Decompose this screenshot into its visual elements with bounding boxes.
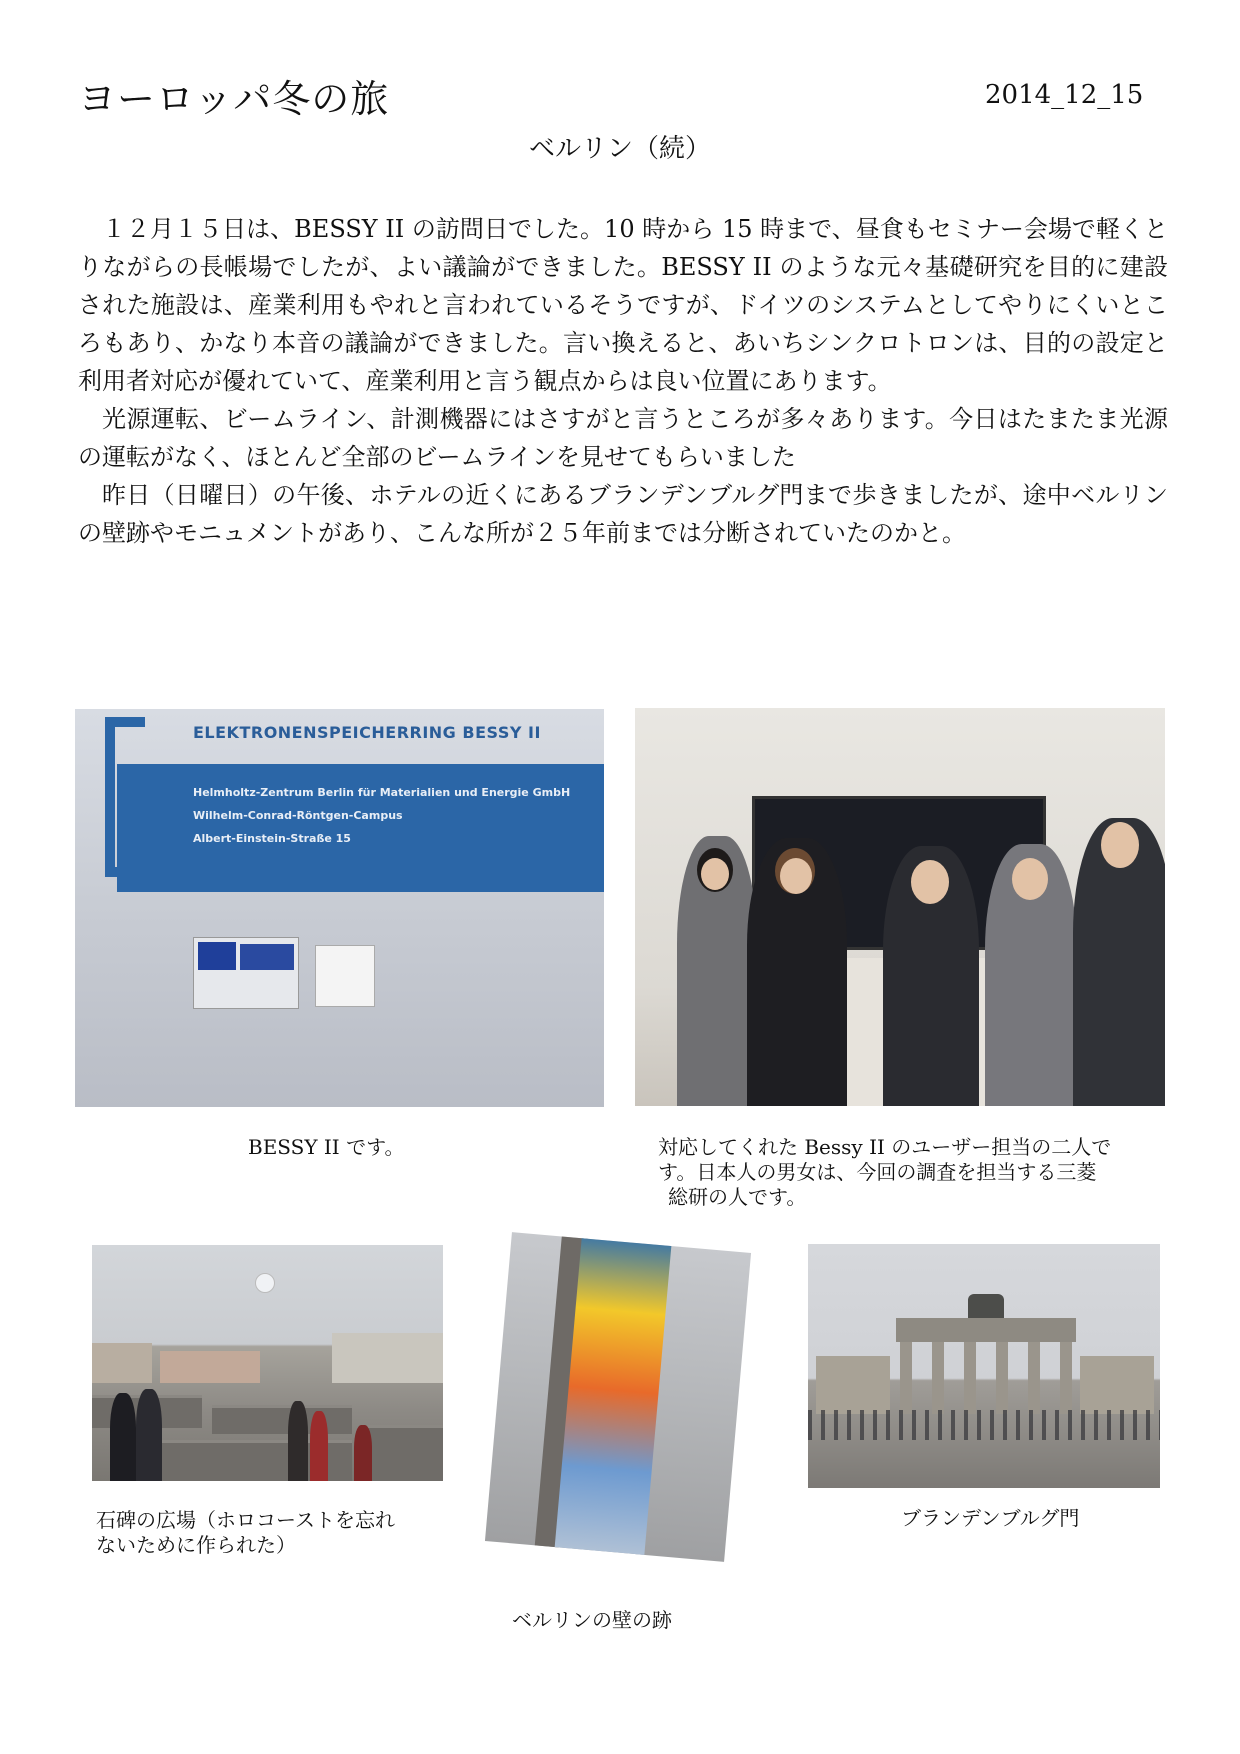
balloon-icon — [255, 1273, 275, 1293]
sign-panel — [117, 764, 604, 892]
photo-group — [635, 708, 1165, 1106]
paragraph: １２月１５日は、BESSY II の訪問日でした。10 時から 15 時まで、昼食もセミナー会場で軽くとりながらの長帳場でしたが、よい議論ができました。BESSY II のような元々基礎研究を目的に建設された施設は、産業利用もやれと言われているそうですが、ドイツのシステムとしてやりにくいところもあり、かなり本音の議論ができました。言い換えると、あいちシンクロトロンは、目的の設定と利用者対応が優れていて、産業利用と言う観点からは良い位置にあります。 — [78, 215, 1168, 395]
person — [310, 1411, 328, 1481]
eu-plaque — [193, 937, 299, 1009]
sign-line: Albert-Einstein-Straße 15 — [193, 832, 351, 845]
eu-flag-icon — [198, 942, 236, 970]
page-date: 2014_12_15 — [985, 80, 1144, 110]
person — [110, 1393, 136, 1481]
quadriga-icon — [968, 1294, 1004, 1320]
caption-wall: ベルリンの壁の跡 — [512, 1608, 672, 1632]
sign-line: Wilhelm-Conrad-Röntgen-Campus — [193, 809, 403, 822]
caption-group: 対応してくれた Bessy II のユーザー担当の二人で す。日本人の男女は、今回の調査を担当する三菱 総研の人です。 — [658, 1135, 1112, 1209]
photo-berlin-wall — [478, 1232, 764, 1562]
caption-bessy: BESSY II です。 — [248, 1135, 405, 1159]
photo-brandenburg-gate — [808, 1244, 1160, 1488]
crowd — [808, 1410, 1160, 1440]
germany-plaque — [315, 945, 375, 1007]
person — [354, 1425, 372, 1481]
caption-memorial: 石碑の広場（ホロコーストを忘れ ないために作られた） — [96, 1508, 395, 1557]
page-title: ヨーロッパ冬の旅 — [78, 77, 390, 121]
photo-holocaust-memorial — [92, 1245, 443, 1481]
caption-gate: ブランデンブルグ門 — [901, 1506, 1080, 1530]
paragraph: 昨日（日曜日）の午後、ホテルの近くにあるブランデンブルグ門まで歩きましたが、途中ベルリンの壁跡やモニュメントがあり、こんな所が２５年前までは分断されていたのかと。 — [78, 481, 1168, 547]
photo-bessy-sign — [75, 709, 604, 1107]
paragraph: 光源運転、ビームライン、計測機器にはさすがと言うところが多々あります。今日はたまたま光源の運転がなく、ほとんど全部のビームラインを見せてもらいました — [78, 405, 1168, 471]
person — [136, 1389, 162, 1481]
body-text — [78, 210, 1168, 552]
sign-title: ELEKTRONENSPEICHERRING BESSY II — [193, 723, 541, 742]
sign-line: Helmholtz-Zentrum Berlin für Materialien und Energie GmbH — [193, 786, 571, 799]
page-subtitle: ベルリン（続） — [528, 134, 711, 164]
person — [288, 1401, 308, 1481]
